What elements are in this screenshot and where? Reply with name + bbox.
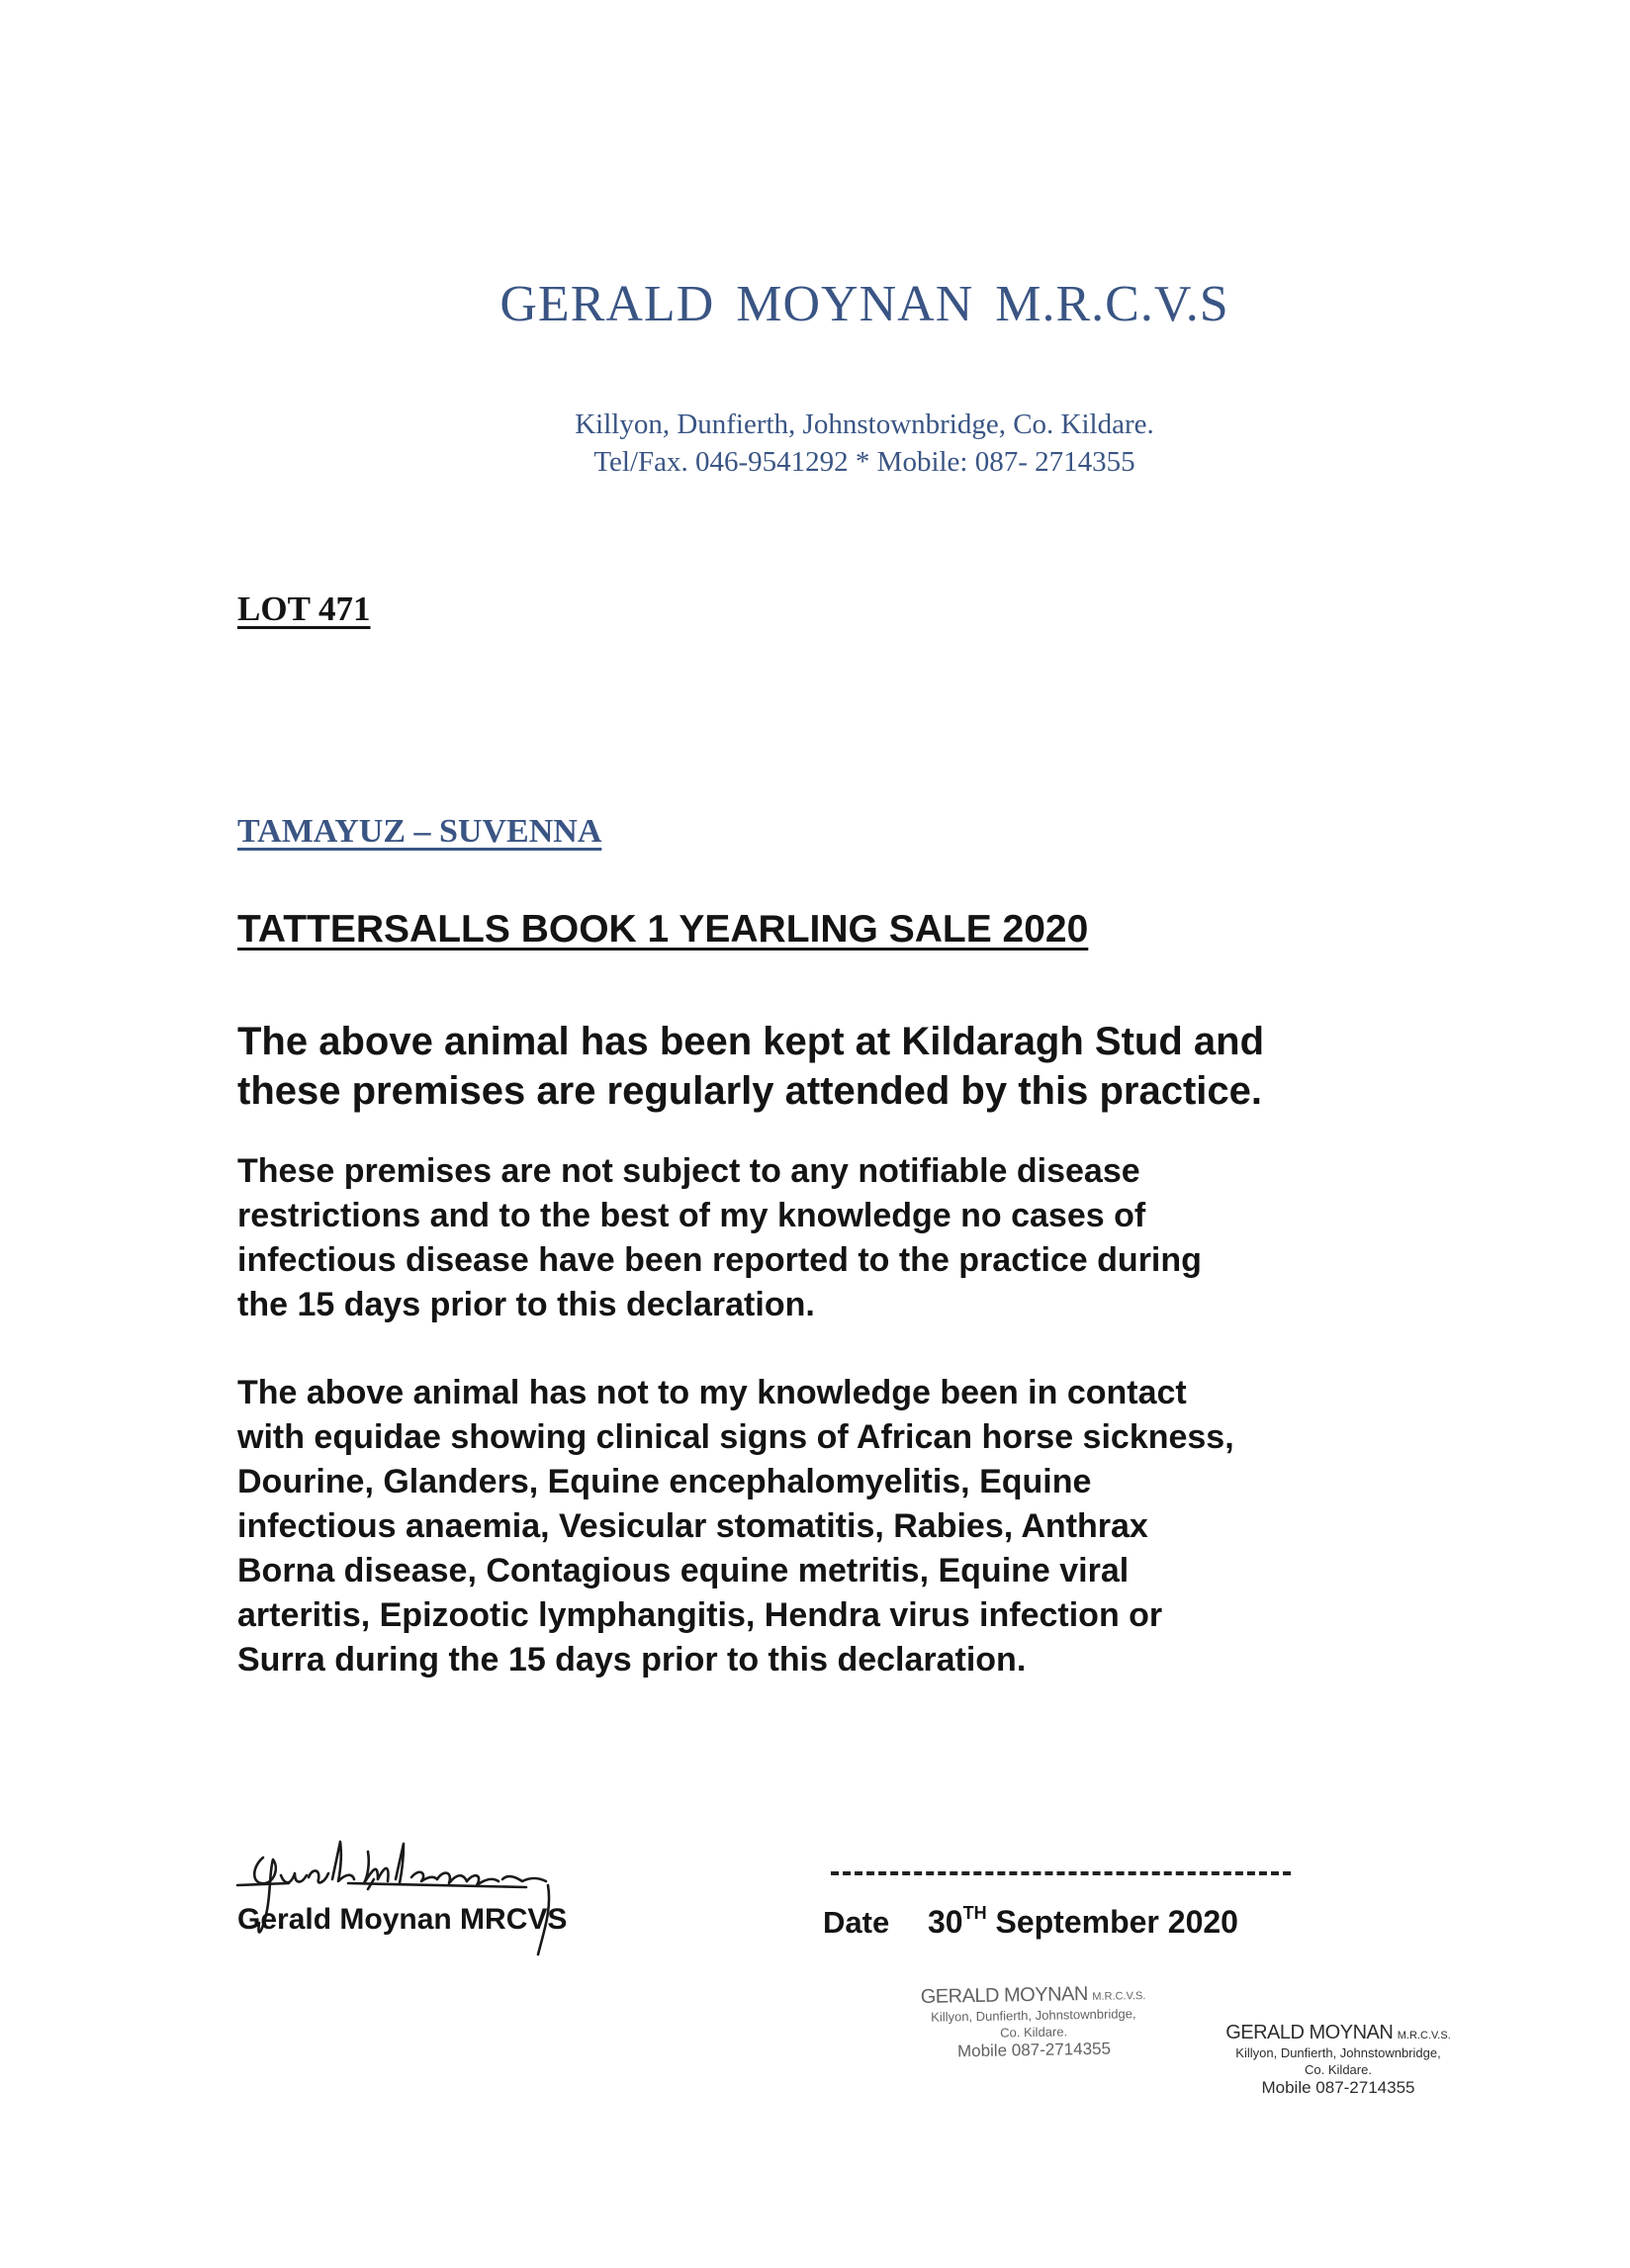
stamp-qualification: M.R.C.V.S. bbox=[1092, 1990, 1146, 2003]
stamp-address: Killyon, Dunfierth, Johnstownbridge, bbox=[1235, 2045, 1441, 2060]
paragraph-line: The above animal has not to my knowledge been in contact bbox=[237, 1374, 1187, 1411]
declaration-paragraph-3 bbox=[237, 1371, 1484, 1682]
paragraph-line: These premises are not subject to any notifiable disease bbox=[237, 1152, 1140, 1190]
paragraph-line: these premises are regularly attended by this practice. bbox=[237, 1069, 1262, 1113]
letterhead-contact-line: Tel/Fax. 046-9541292 * Mobile: 087- 2714355 bbox=[593, 446, 1135, 478]
date-month-year: September 2020 bbox=[995, 1904, 1238, 1940]
paragraph-line: infectious anaemia, Vesicular stomatitis, Rabies, Anthrax bbox=[237, 1507, 1148, 1545]
date-day: 30 bbox=[928, 1904, 963, 1940]
paragraph-line: arteritis, Epizootic lymphangitis, Hendra virus infection or bbox=[237, 1596, 1163, 1634]
paragraph-line: restrictions and to the best of my knowledge no cases of bbox=[237, 1197, 1146, 1234]
paragraph-line: The above animal has been kept at Kildaragh Stud and bbox=[237, 1020, 1265, 1063]
stamp-mobile: Mobile 087-2714355 bbox=[1261, 2078, 1415, 2097]
date-value bbox=[928, 1903, 1238, 1941]
stamp-name: GERALD MOYNAN bbox=[1225, 2022, 1394, 2043]
letterhead-name: GERALD MOYNAN M.R.C.V.S bbox=[499, 276, 1229, 332]
date-label: Date bbox=[823, 1905, 890, 1940]
horse-pedigree: TAMAYUZ – SUVENNA bbox=[237, 813, 602, 850]
paragraph-line: Dourine, Glanders, Equine encephalomyelitis, Equine bbox=[237, 1463, 1092, 1500]
handwritten-signature bbox=[229, 1828, 605, 1966]
stamp-mobile: Mobile 087-2714355 bbox=[956, 2039, 1112, 2061]
declaration-paragraph-1 bbox=[237, 1017, 1484, 1116]
paragraph-line: Surra during the 15 days prior to this declaration. bbox=[237, 1641, 1027, 1678]
paragraph-line: Borna disease, Contagious equine metritis, Equine viral bbox=[237, 1552, 1130, 1589]
signatory-name: Gerald Moynan MRCVS bbox=[237, 1903, 568, 1936]
lot-number: LOT 471 bbox=[237, 590, 371, 628]
stamp-address: Killyon, Dunfierth, Johnstownbridge, bbox=[931, 2006, 1136, 2025]
stamp-county: Co. Kildare. bbox=[1000, 2024, 1068, 2041]
date-signature-line bbox=[831, 1871, 1291, 1875]
paragraph-line: with equidae showing clinical signs of African horse sickness, bbox=[237, 1418, 1234, 1456]
letterhead-address-line: Killyon, Dunfierth, Johnstownbridge, Co. Kildare. bbox=[575, 408, 1154, 440]
practice-stamp bbox=[1205, 2022, 1472, 2098]
stamp-qualification: M.R.C.V.S. bbox=[1397, 2030, 1451, 2041]
practice-stamp bbox=[889, 1981, 1177, 2062]
sale-title: TATTERSALLS BOOK 1 YEARLING SALE 2020 bbox=[237, 908, 1089, 951]
declaration-paragraph-2 bbox=[237, 1149, 1484, 1327]
date-day-suffix: TH bbox=[962, 1903, 987, 1923]
stamp-name: GERALD MOYNAN bbox=[920, 1983, 1089, 2008]
paragraph-line: the 15 days prior to this declaration. bbox=[237, 1286, 815, 1323]
stamp-county: Co. Kildare. bbox=[1305, 2062, 1372, 2077]
paragraph-line: infectious disease have been reported to the practice during bbox=[237, 1241, 1202, 1279]
letterhead-address bbox=[0, 406, 1630, 481]
